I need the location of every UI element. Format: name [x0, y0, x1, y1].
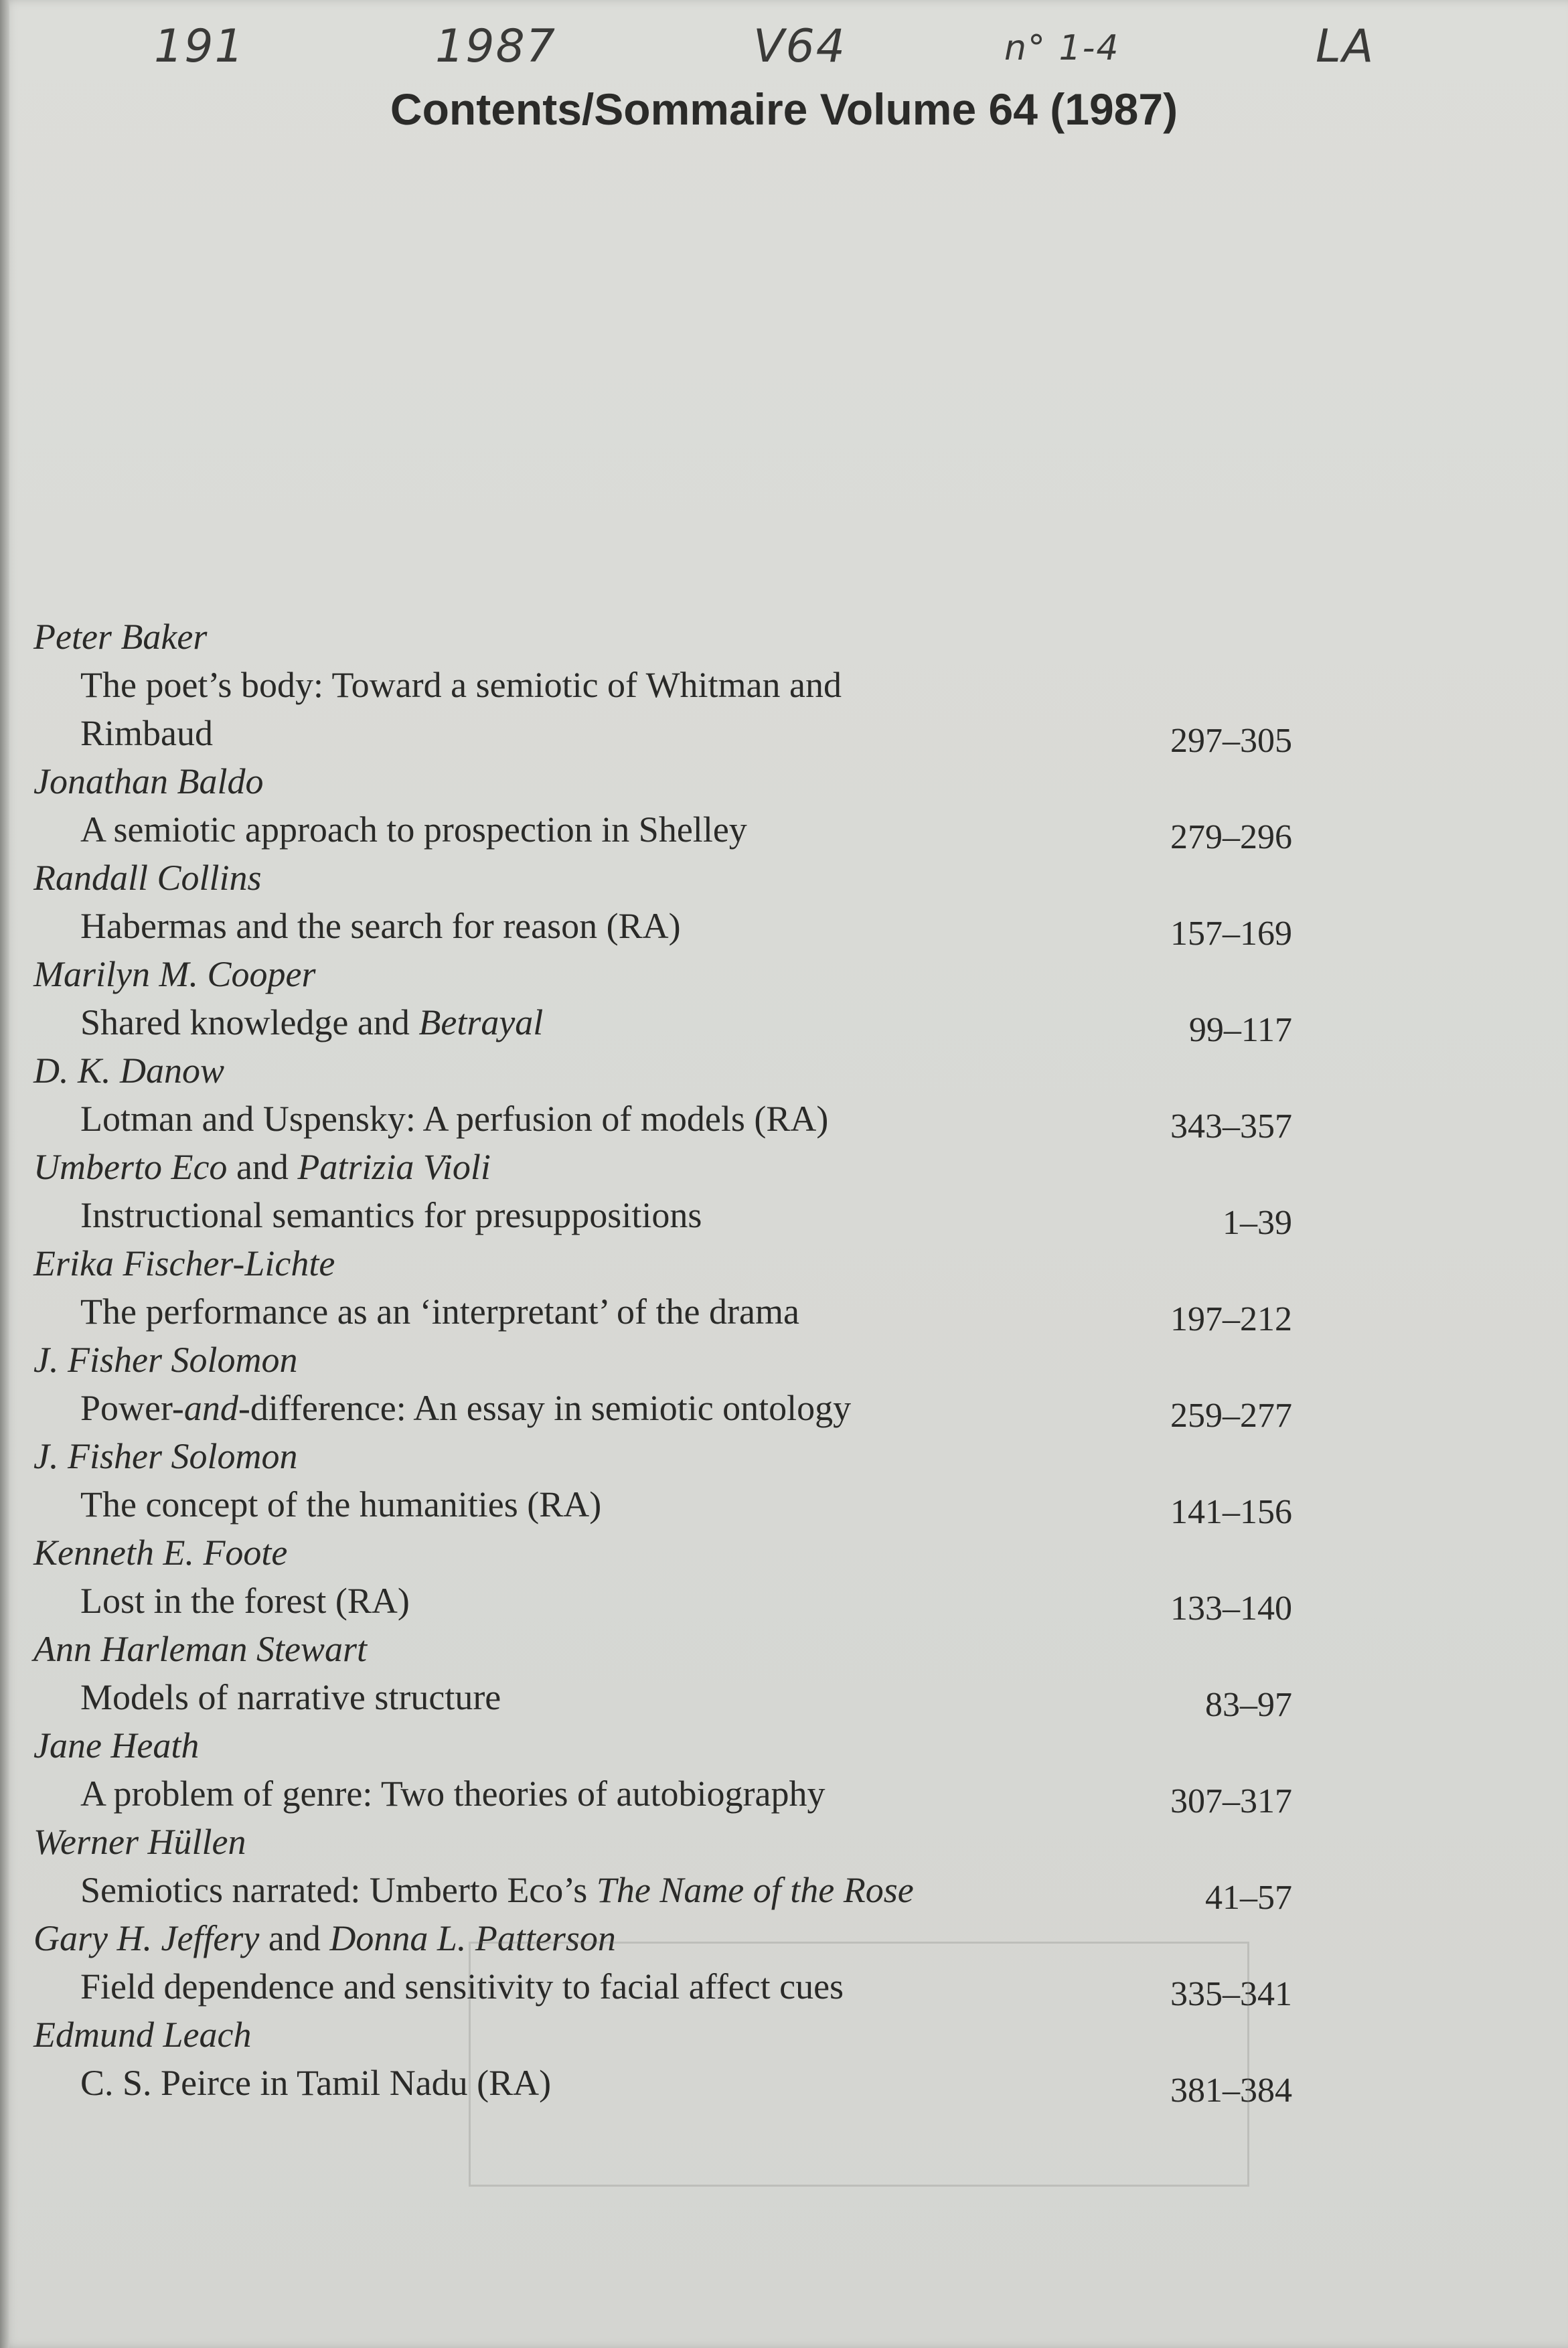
- entry-pages: 41–57: [1205, 1879, 1292, 1917]
- entry-article: [33, 1673, 1292, 1724]
- entry-author: Erika Fischer-Lichte: [33, 1243, 335, 1283]
- entry-title: Models of narrative structure: [80, 1677, 501, 1717]
- entry-author: Jonathan Baldo: [33, 761, 264, 801]
- entry-pages: 343–357: [1170, 1107, 1292, 1146]
- entry-title: Instructional semantics for presuppositions: [80, 1195, 702, 1235]
- entry-pages: 1–39: [1223, 1204, 1292, 1242]
- page-edge-shadow: [0, 0, 9, 2348]
- entry-author-first: Gary H. Jeffery: [33, 1918, 260, 1958]
- toc-entry: [33, 1432, 1292, 1529]
- entry-title: C. S. Peirce in Tamil Nadu (RA): [80, 2063, 552, 2103]
- entry-title: [80, 1384, 1085, 1432]
- entry-title: Field dependence and sensitivity to facial affect cues: [80, 1966, 844, 2007]
- entry-title-italic: The Name of the Rose: [596, 1870, 914, 1910]
- handwritten-mark: n° 1-4: [1004, 28, 1120, 68]
- entry-pages: 83–97: [1205, 1686, 1292, 1724]
- entry-author: Kenneth E. Foote: [33, 1533, 288, 1573]
- entry-title: Lotman and Uspensky: A perfusion of models (RA): [80, 1099, 829, 1139]
- entry-pages: 381–384: [1170, 2071, 1292, 2110]
- entry-pages: 133–140: [1170, 1589, 1292, 1628]
- entry-title-plain: -difference: An essay in semiotic ontology: [238, 1388, 852, 1428]
- entry-pages: 335–341: [1170, 1975, 1292, 2013]
- entry-author: J. Fisher Solomon: [33, 1436, 298, 1476]
- entry-title: The concept of the humanities (RA): [80, 1484, 602, 1524]
- entry-article: [33, 1384, 1292, 1435]
- entry-author-second: Donna L. Patterson: [329, 1918, 616, 1958]
- entry-title-plain: Power-: [80, 1388, 184, 1428]
- entry-article: [33, 661, 1292, 760]
- entry-author: Werner Hüllen: [33, 1822, 246, 1862]
- page-title: Contents/Sommaire Volume 64 (1987): [390, 84, 1178, 134]
- entry-author-join: and: [227, 1147, 298, 1187]
- entry-title: [80, 998, 1085, 1046]
- entry-article: [33, 1191, 1292, 1242]
- entry-title: Lost in the forest (RA): [80, 1581, 410, 1621]
- toc-entry: [33, 1529, 1292, 1628]
- table-of-contents: [33, 613, 1292, 2110]
- entry-title-plain: Semiotics narrated: Umberto Eco’s: [80, 1870, 597, 1910]
- toc-entry: [33, 1625, 1292, 1724]
- entry-title: The performance as an ‘interpretant’ of the drama: [80, 1292, 799, 1332]
- entry-title-italic: Betrayal: [418, 1002, 544, 1042]
- handwritten-mark: LA: [1316, 20, 1375, 73]
- entry-author: Marilyn M. Cooper: [33, 954, 316, 994]
- entry-pages: 157–169: [1170, 915, 1292, 953]
- entry-pages: 197–212: [1170, 1300, 1292, 1338]
- entry-author: Ann Harleman Stewart: [33, 1629, 367, 1669]
- entry-author-join: and: [259, 1918, 330, 1958]
- toc-entry: [33, 1143, 1292, 1242]
- entry-article: [33, 805, 1292, 854]
- toc-entry: [33, 950, 1292, 1049]
- entry-article: [33, 1770, 1292, 1818]
- entry-title: The poet’s body: Toward a semiotic of Whitman and: [80, 665, 842, 705]
- entry-article: [33, 1866, 1292, 1917]
- entry-title: [80, 1866, 1085, 1914]
- entry-pages: 279–296: [1170, 818, 1292, 856]
- handwritten-mark: V64: [753, 20, 847, 73]
- toc-entry: [33, 1818, 1292, 1917]
- entry-article: [33, 1480, 1292, 1529]
- entry-author-second: Patrizia Violi: [297, 1147, 491, 1187]
- handwritten-mark: 191: [154, 20, 245, 73]
- entry-author: J. Fisher Solomon: [33, 1340, 298, 1380]
- entry-title: A problem of genre: Two theories of autobiography: [80, 1774, 826, 1814]
- entry-pages: 141–156: [1170, 1493, 1292, 1531]
- entry-title: Habermas and the search for reason (RA): [80, 906, 681, 946]
- entry-title-plain: Shared knowledge and: [80, 1002, 419, 1042]
- toc-entry: [33, 1721, 1292, 1818]
- entry-article: [33, 1095, 1292, 1146]
- entry-title: A semiotic approach to prospection in Shelley: [80, 809, 747, 850]
- toc-entry: [33, 1336, 1292, 1435]
- entry-author-first: Umberto Eco: [33, 1147, 228, 1187]
- entry-author: Jane Heath: [33, 1725, 200, 1766]
- entry-author: Peter Baker: [33, 617, 208, 657]
- entry-pages: 99–117: [1188, 1011, 1292, 1049]
- entry-author: Randall Collins: [33, 858, 262, 898]
- entry-article: [33, 998, 1292, 1049]
- entry-author: Edmund Leach: [33, 2015, 252, 2055]
- toc-entry: [33, 613, 1292, 760]
- entry-pages: 259–277: [1170, 1397, 1292, 1435]
- toc-entry: [33, 757, 1292, 854]
- entry-article: [33, 1287, 1292, 1336]
- toc-entry: [33, 854, 1292, 953]
- entry-author: D. K. Danow: [33, 1050, 225, 1091]
- toc-entry: [33, 1046, 1292, 1146]
- entry-author: [33, 1143, 1292, 1191]
- entry-article: [33, 902, 1292, 953]
- entry-pages: 307–317: [1170, 1782, 1292, 1820]
- faint-bleed-through-mark: [469, 1942, 1249, 2187]
- handwritten-mark: 1987: [435, 20, 557, 73]
- toc-entry: [33, 1239, 1292, 1336]
- entry-pages: 297–305: [1170, 722, 1292, 760]
- entry-article: [33, 1577, 1292, 1628]
- entry-title-continued: Rimbaud: [80, 713, 213, 753]
- entry-title-italic: and: [183, 1388, 238, 1428]
